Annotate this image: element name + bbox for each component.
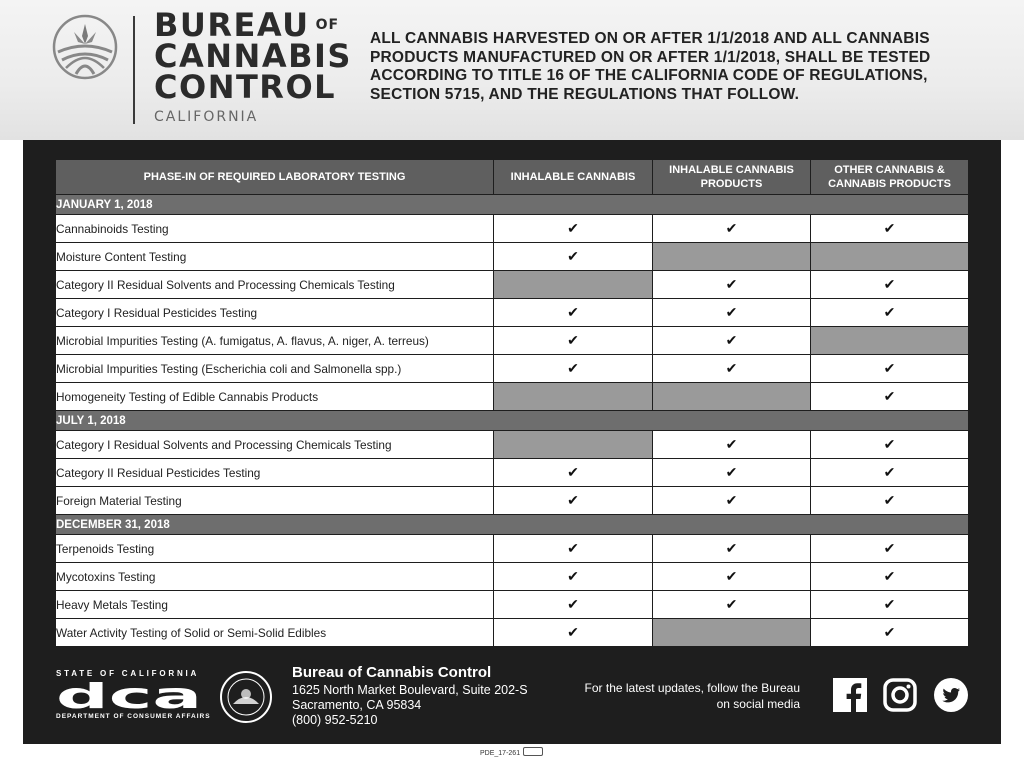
section-row [56,515,969,535]
table-header-row [56,160,969,195]
not-required-cell [811,327,969,355]
checkmark-icon: ✔ [811,459,969,487]
testing-table [55,159,969,647]
table-row [56,619,969,647]
not-required-cell [494,271,653,299]
page-header [0,0,1024,140]
checkmark-icon: ✔ [653,215,811,243]
not-required-cell [811,243,969,271]
table-row [56,563,969,591]
checkmark-icon: ✔ [494,619,653,647]
checkmark-icon: ✔ [494,535,653,563]
section-title: JULY 1, 2018 [56,411,969,431]
table-row [56,271,969,299]
not-required-cell [653,619,811,647]
not-required-cell [494,383,653,411]
test-name: Category II Residual Solvents and Processing Chemicals Testing [56,271,494,299]
checkmark-icon: ✔ [811,215,969,243]
dca-logo [56,682,202,710]
checkmark-icon: ✔ [653,459,811,487]
test-name: Heavy Metals Testing [56,591,494,619]
checkmark-icon: ✔ [653,355,811,383]
instagram-icon[interactable] [883,678,917,712]
checkmark-icon: ✔ [811,431,969,459]
column-header-inhalable-cannabis: INHALABLE CANNABIS [494,160,653,195]
checkmark-icon: ✔ [811,619,969,647]
test-name: Cannabinoids Testing [56,215,494,243]
bureau-logo-icon [52,14,118,80]
test-name: Homogeneity Testing of Edible Cannabis Products [56,383,494,411]
test-name: Mycotoxins Testing [56,563,494,591]
column-header-other-products: OTHER CANNABIS & CANNABIS PRODUCTS [811,160,969,195]
checkmark-icon: ✔ [653,327,811,355]
test-name: Foreign Material Testing [56,487,494,515]
document-code-text: PDE_17-261 [480,750,521,757]
table-row [56,487,969,515]
checkmark-icon: ✔ [811,591,969,619]
checkmark-icon: ✔ [653,487,811,515]
section-title: JANUARY 1, 2018 [56,195,969,215]
test-name: Category I Residual Pesticides Testing [56,299,494,327]
facebook-icon[interactable] [833,678,867,712]
checkmark-icon: ✔ [653,591,811,619]
brand-line-1: BUREAU [154,6,310,44]
test-name: Microbial Impurities Testing (A. fumigatus, A. flavus, A. niger, A. terreus) [56,327,494,355]
dca-state-label: STATE OF CALIFORNIA [56,669,200,678]
table-row [56,591,969,619]
test-name: Category II Residual Pesticides Testing [56,459,494,487]
table-body [56,195,969,647]
table-row [56,243,969,271]
brand-of: OF [315,17,340,33]
table-row [56,383,969,411]
table-row [56,299,969,327]
checkmark-icon: ✔ [653,563,811,591]
checkmark-icon: ✔ [494,299,653,327]
table-row [56,535,969,563]
section-title: DECEMBER 31, 2018 [56,515,969,535]
checkmark-icon: ✔ [811,563,969,591]
dca-logo-text: dca [56,682,202,710]
test-name: Category I Residual Solvents and Processing Chemicals Testing [56,431,494,459]
checkmark-icon: ✔ [653,535,811,563]
address-line-1: 1625 North Market Boulevard, Suite 202-S [292,683,528,697]
recycle-badge-icon [523,747,543,756]
checkmark-icon: ✔ [494,215,653,243]
checkmark-icon: ✔ [653,431,811,459]
checkmark-icon: ✔ [494,487,653,515]
checkmark-icon: ✔ [653,271,811,299]
section-row [56,411,969,431]
logo-divider [133,16,135,124]
test-name: Microbial Impurities Testing (Escherichia coli and Salmonella spp.) [56,355,494,383]
twitter-icon[interactable] [934,678,968,712]
testing-notice: ALL CANNABIS HARVESTED ON OR AFTER 1/1/2018 AND ALL CANNABIS PRODUCTS MANUFACTURED ON OR AFTER 1/1/2018, SHALL BE TESTED ACCORDING TO TITLE 16 OF THE CALIFORNIA CODE OF REGULATIONS, SECTION 5715, AND THE REGULATIONS THAT FOLLOW. [370,30,931,103]
table-row [56,459,969,487]
checkmark-icon: ✔ [653,299,811,327]
checkmark-icon: ✔ [811,355,969,383]
content-panel [23,140,1001,744]
not-required-cell [494,431,653,459]
address-line-2: Sacramento, CA 95834 [292,698,422,712]
checkmark-icon: ✔ [811,299,969,327]
column-header-test: PHASE-IN OF REQUIRED LABORATORY TESTING [56,160,494,195]
bureau-wordmark [154,6,352,125]
bureau-name: Bureau of Cannabis Control [292,664,492,681]
checkmark-icon: ✔ [494,459,653,487]
test-name: Water Activity Testing of Solid or Semi-Solid Edibles [56,619,494,647]
table-row [56,431,969,459]
not-required-cell [653,243,811,271]
table-row [56,355,969,383]
social-media-text: For the latest updates, follow the Bureau on social media [584,681,800,711]
table-row [56,215,969,243]
phone-number[interactable]: (800) 952-5210 [292,713,378,727]
brand-subtitle: CALIFORNIA [154,109,259,125]
test-name: Moisture Content Testing [56,243,494,271]
checkmark-icon: ✔ [494,243,653,271]
checkmark-icon: ✔ [494,355,653,383]
section-row [56,195,969,215]
document-code [480,747,543,757]
test-name: Terpenoids Testing [56,535,494,563]
checkmark-icon: ✔ [811,487,969,515]
checkmark-icon: ✔ [494,563,653,591]
state-seal-icon [219,670,273,724]
checkmark-icon: ✔ [811,535,969,563]
checkmark-icon: ✔ [494,591,653,619]
checkmark-icon: ✔ [811,271,969,299]
brand-line-3: CONTROL [154,68,337,106]
bureau-contact [292,664,528,728]
checkmark-icon: ✔ [494,327,653,355]
not-required-cell [653,383,811,411]
checkmark-icon: ✔ [811,383,969,411]
column-header-inhalable-products: INHALABLE CANNABIS PRODUCTS [653,160,811,195]
brand-line-2: CANNABIS [154,37,352,75]
table-row [56,327,969,355]
dca-department-label: DEPARTMENT OF CONSUMER AFFAIRS [56,713,211,720]
